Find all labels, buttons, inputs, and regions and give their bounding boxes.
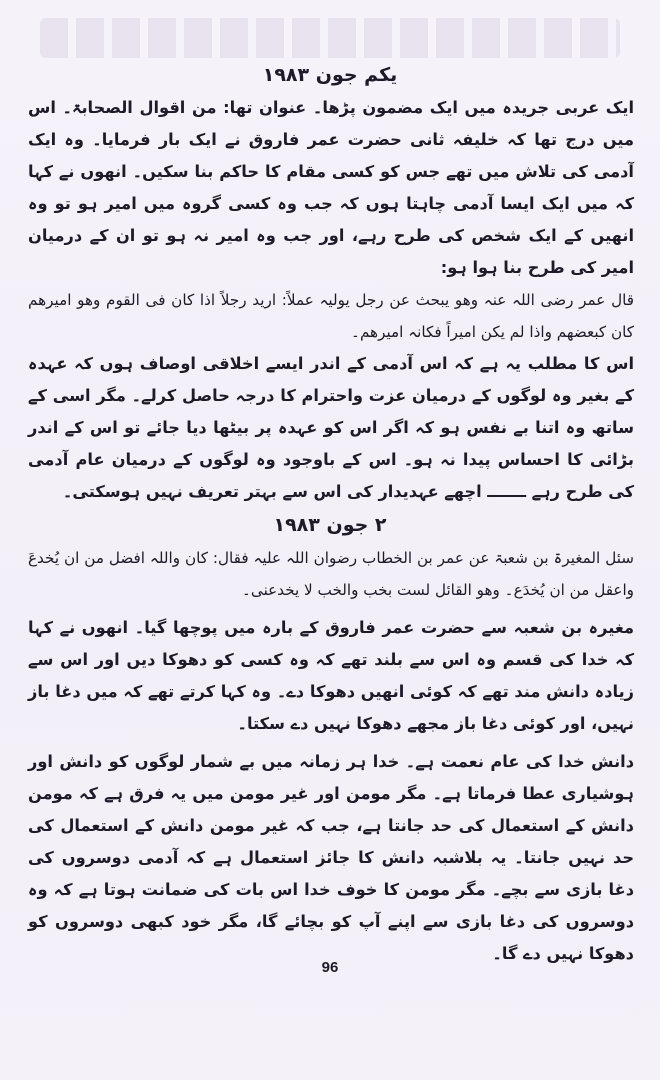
arabic-quote: سئل المغیرۃ بن شعبۃ عن عمر بن الخطاب رضوان اللہ علیہ فقال: کان واللہ افضل من ان یُخدعَ واعقل من ان یُخدَع۔ وھو القائل لست بخب والخب لا یخدعنی۔ [28,549,634,599]
paragraph: دانش خدا کی عام نعمت ہے۔ خدا ہر زمانہ میں بے شمار لوگوں کو دانش اور ہوشیاری عطا فرماتا ہے۔ مگر مومن اور غیر مومن میں یہ فرق ہے کہ مومن دانش کے استعمال کی حد جانتا ہے، جب کہ غیر مومن دانش کے استعمال کی حد نہیں جانتا۔ یہ بلاشبہ دانش کا جائز استعمال ہے کہ آدمی دوسروں کی دغا بازی سے بچے۔ مگر مومن کا خوف خدا اس بات کی ضمانت ہوتا ہے کہ وہ دوسروں کی دغا بازی سے اپنے آپ کو بچائے گا، مگر خود کبھی دوسروں کو دھوکا نہیں دے گا۔ [28,752,634,963]
paragraph: مغیرہ بن شعبہ سے حضرت عمر فاروق کے بارہ میں پوچھا گیا۔ انھوں نے کہا کہ خدا کی قسم وہ اس سے بلند تھے کہ وہ کسی کو دھوکا دیں اور اس سے زیادہ دانش مند تھے کہ کوئی انھیں دھوکا دے۔ وہ کہا کرتے تھے کہ میں دغا باز نہیں، اور کوئی دغا باز مجھے دھوکا نہیں دے سکتا۔ [28,618,634,733]
section-heading-june-1: یکم جون ۱۹۸۳ [262,64,398,86]
section-heading-june-2: ۲ جون ۱۹۸۳ [273,514,387,536]
page-number: 96 [321,959,339,976]
arabic-quote: قال عمر رضی اللہ عنہ وھو یبحث عن رجل یولیہ عملاً: ارید رجلاً اذا کان فی القوم وھو امیرھم کان کبعضھم واذا لم یکن امیراً فکانہ امیرھم۔ [28,291,634,341]
paragraph: ایک عربی جریدہ میں ایک مضمون پڑھا۔ عنوان تھا: من اقوال الصحابۃ۔ اس میں درج تھا کہ خلیفہ ثانی حضرت عمر فاروق نے ایک بار فرمایا۔ وہ ایک آدمی کی تلاش میں تھے جس کو کسی مقام کا حاکم بنا سکیں۔ انھوں نے کہا کہ میں ایک ایسا آدمی چاہتا ہوں کہ جب وہ کسی گروہ میں امیر ہو تو وہ انھیں کے ایک شخص کی طرح رہے، اور جب وہ امیر نہ ہو تو ان کے درمیان امیر کی طرح بنا ہوا ہو: [28,98,634,277]
paragraph: اس کا مطلب یہ ہے کہ اس آدمی کے اندر ایسے اخلاقی اوصاف ہوں کہ عہدہ کے بغیر وہ لوگوں کے درمیان عزت واحترام کا درجہ حاصل کرلے۔ مگر اسی کے ساتھ وہ اتنا بے نفس ہو کہ اگر اس کو عہدہ پر بیٹھا دیا جائے تو اس کے اندر بڑائی کا احساس پیدا نہ ہو۔ اس کے باوجود وہ لوگوں کے درمیان عام آدمی کی طرح رہے ـــــــ اچھے عہدیدار کی اس سے بہتر تعریف نہیں ہوسکتی۔ [28,354,634,501]
page-content [0,56,660,970]
bleed-through-text [40,18,620,58]
